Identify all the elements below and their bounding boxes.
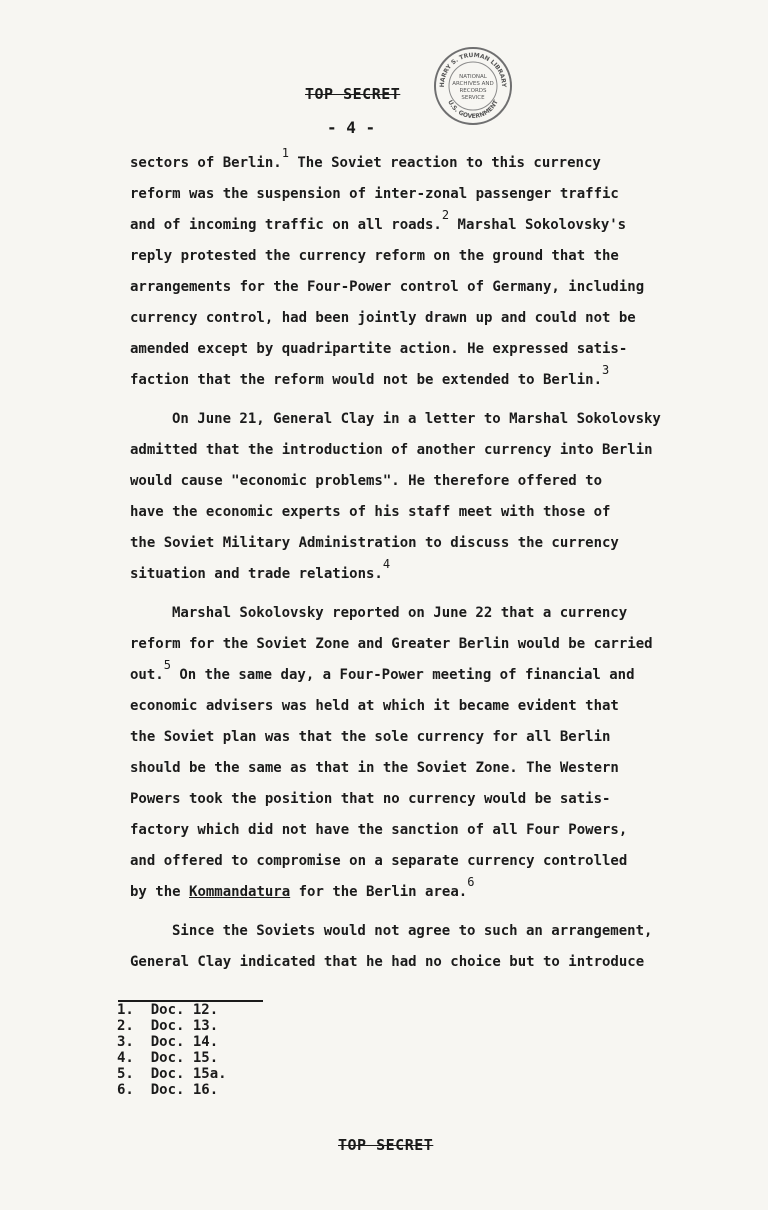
text-line: and offered to compromise on a separate currency controlled <box>130 853 628 869</box>
stamp-top-arc: HARRY S. TRUMAN LIBRARY <box>438 51 508 88</box>
body-text <box>130 148 740 978</box>
classification-footer: TOP SECRET <box>338 1136 434 1154</box>
text-line: currency control, had been jointly drawn up and could not be <box>130 310 636 326</box>
text-line: situation and trade relations.$^4$ <box>130 557 391 582</box>
text-line: reform for the Soviet Zone and Greater Berlin would be carried <box>130 636 653 652</box>
text-line: the Soviet plan was that the sole currency for all Berlin <box>130 729 611 745</box>
footnote-ref: 1 <box>281 146 289 161</box>
footnotes <box>117 1002 227 1098</box>
text-line: have the economic experts of his staff meet with those of <box>130 504 611 520</box>
text-line: amended except by quadripartite action. He expressed satis- <box>130 341 628 357</box>
stamp-line: ARCHIVES AND <box>452 81 494 87</box>
footnote-item: 4. Doc. 15. <box>117 1050 219 1066</box>
footnote-ref: 4 <box>382 557 391 572</box>
text-line: reply protested the currency reform on the ground that the <box>130 248 619 264</box>
footnote-item: 1. Doc. 12. <box>117 1002 219 1018</box>
text-line: the Soviet Military Administration to discuss the currency <box>130 535 619 551</box>
text-line: Marshal Sokolovsky reported on June 22 that a currency <box>172 605 628 621</box>
text-line: sectors of Berlin.$^1$ The Soviet reaction to this currency <box>130 146 601 171</box>
footnote-item: 2. Doc. 13. <box>117 1018 219 1034</box>
classification-header: TOP SECRET <box>305 85 401 103</box>
stamp-line: NATIONAL <box>459 74 487 80</box>
footnote-item: 5. Doc. 15a. <box>117 1066 227 1082</box>
text-line: and of incoming traffic on all roads.$^2$ Marshal Sokolovsky's <box>130 208 627 233</box>
text-line: out.$^5$ On the same day, a Four-Power meeting of financial and <box>130 658 635 683</box>
footnote-ref: 3 <box>602 363 610 378</box>
text-line: Since the Soviets would not agree to such an arrangement, <box>172 923 653 939</box>
page-number: - 4 - <box>327 118 376 137</box>
footnote-ref: 2 <box>441 208 450 223</box>
footnote-item: 6. Doc. 16. <box>117 1082 219 1098</box>
text-line: reform was the suspension of inter-zonal passenger traffic <box>130 186 619 202</box>
footnote-ref: 5 <box>163 658 171 673</box>
footnote-item: 3. Doc. 14. <box>117 1034 219 1050</box>
stamp-bottom-arc: U.S. GOVERNMENT <box>446 99 500 121</box>
text-line: would cause "economic problems". He therefore offered to <box>130 473 603 489</box>
text-line: by the Kommandatura for the Berlin area.$^6$ <box>130 875 475 900</box>
text-line: admitted that the introduction of another currency into Berlin <box>130 442 653 458</box>
text-line: economic advisers was held at which it became evident that <box>130 698 619 714</box>
stamp-line: SERVICE <box>461 95 485 101</box>
text-line: arrangements for the Four-Power control of Germany, including <box>130 279 645 295</box>
archives-stamp <box>432 45 514 127</box>
text-line: Powers took the position that no currency would be satis- <box>130 791 611 807</box>
text-line: On June 21, General Clay in a letter to Marshal Sokolovsky <box>172 411 661 427</box>
text-line: General Clay indicated that he had no choice but to introduce <box>130 954 645 970</box>
footnote-ref: 6 <box>467 875 475 890</box>
underlined-term: Kommandatura <box>189 884 291 900</box>
text-line: faction that the reform would not be extended to Berlin.$^3$ <box>130 363 610 388</box>
text-line: factory which did not have the sanction of all Four Powers, <box>130 822 628 838</box>
text-line: should be the same as that in the Soviet Zone. The Western <box>130 760 619 776</box>
stamp-line: RECORDS <box>459 88 487 94</box>
